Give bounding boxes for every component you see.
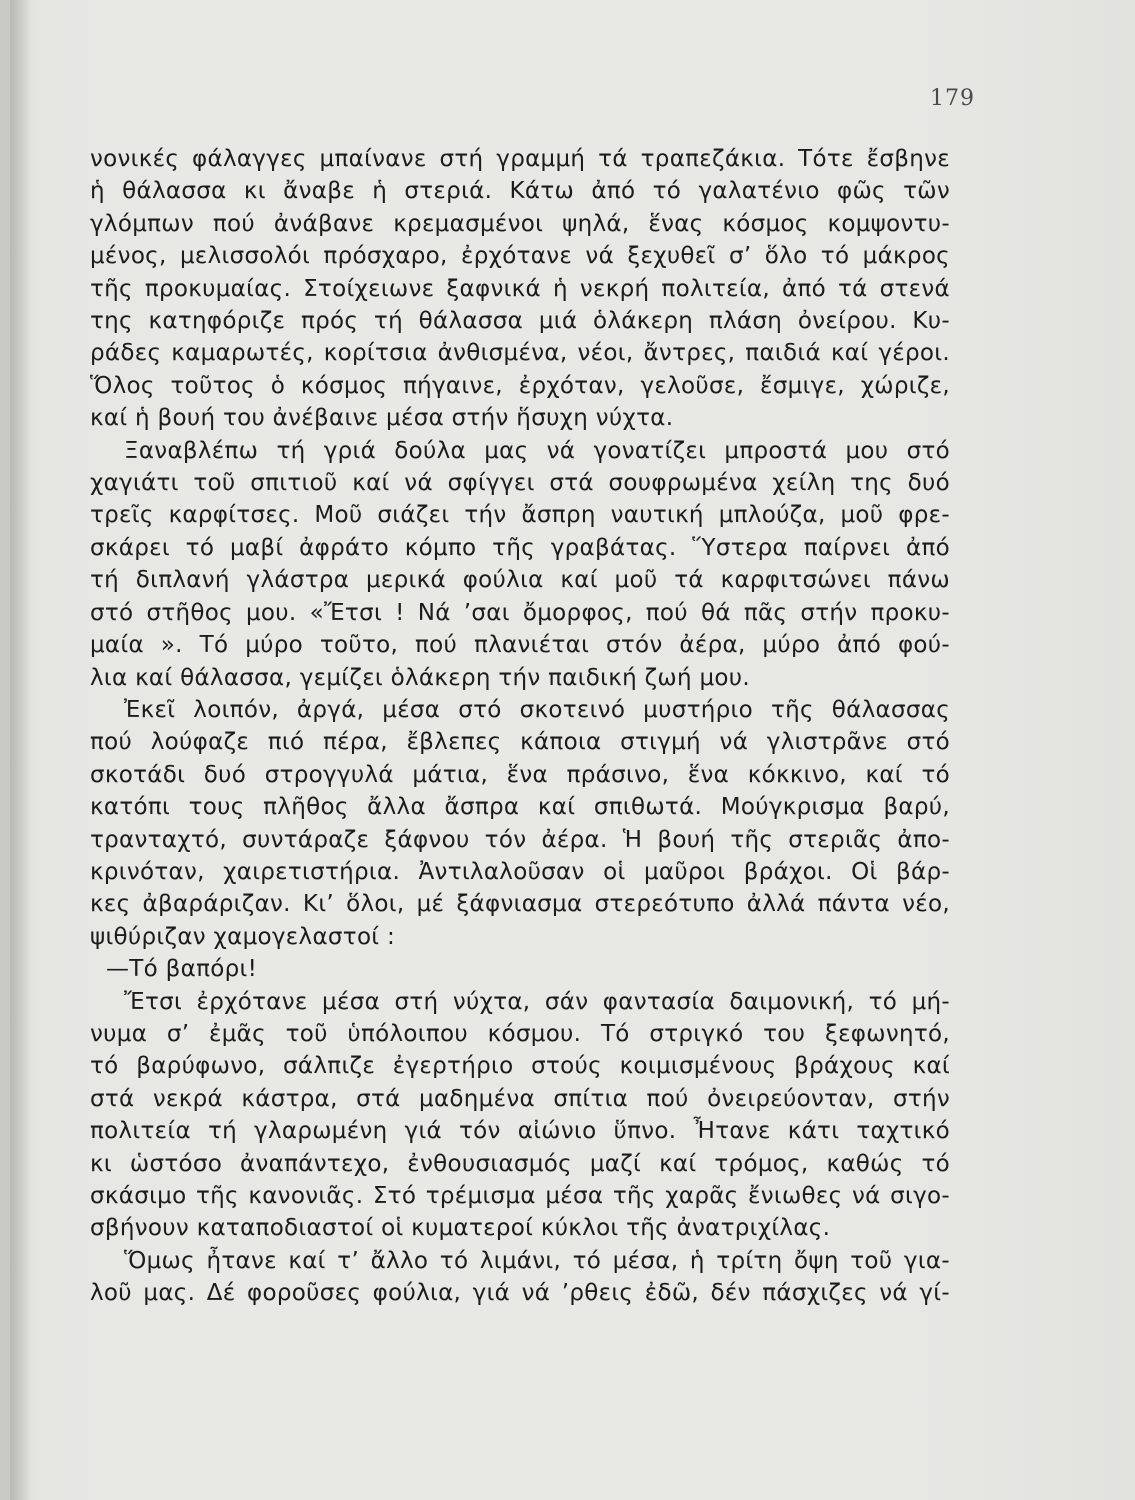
text-line: σκάρει τό μαβί ἀφράτο κόμπο τῆς γραβάτας. Ὕστερα παίρνει ἀπό	[90, 534, 950, 561]
text-line: Ξαναβλέπω τή γριά δούλα μας νά γονατίζει μπροστά μου στό	[124, 437, 950, 464]
text-line: ψιθύριζαν χαμογελαστοί :	[90, 923, 396, 950]
text-line: καί ἡ βουή του ἀνέβαινε μέσα στήν ἥσυχη νύχτα.	[90, 405, 674, 432]
text-line: σκάσιμο τῆς κανονιᾶς. Στό τρέμισμα μέσα τῆς χαρᾶς ἔνιωθες νά σιγο-	[90, 1183, 950, 1209]
text-line: σκοτάδι δυό στρογγυλά μάτια, ἕνα πράσινο, ἕνα κόκκινο, καί τό	[90, 761, 950, 788]
text-line: τῆς προκυμαίας. Στοίχειωνε ξαφνικά ἡ νεκρή πολιτεία, ἀπό τά στενά	[90, 275, 950, 302]
text-line: μένος, μελισσολόι πρόσχαρο, ἐρχότανε νά ξεχυθεῖ σ’ ὅλο τό μάκρος	[90, 243, 950, 270]
text-line: στά νεκρά κάστρα, στά μαδημένα σπίτια πού ὀνειρεύονταν, στήν	[90, 1085, 950, 1112]
text-line: λια καί θάλασσα, γεμίζει ὁλάκερη τήν παιδική ζωή μου.	[90, 664, 750, 691]
text-line: κες ἀβαράριζαν. Κι’ ὅλοι, μέ ξάφνιασμα στερεότυπο ἀλλά πάντα νέο,	[90, 891, 950, 918]
dialog-line: —Τό βαπόρι!	[106, 956, 258, 983]
text-line: Ἔτσι ἐρχότανε μέσα στή νύχτα, σάν φαντασία δαιμονική, τό μή-	[124, 988, 950, 1015]
text-line: Ὅμως ἦτανε καί τ’ ἄλλο τό λιμάνι, τό μέσα, ἡ τρίτη ὄψη τοῦ για-	[124, 1247, 950, 1274]
text-line: ράδες καμαρωτές, κορίτσια ἀνθισμένα, νέοι, ἄντρες, παιδιά καί γέροι.	[90, 340, 950, 367]
text-line: νονικές φάλαγγες μπαίνανε στή γραμμή τά τραπεζάκια. Τότε ἔσβηνε	[90, 146, 950, 172]
text-line: κι ὡστόσο ἀναπάντεχο, ἐνθουσιασμός μαζί καί τρόμος, καθώς τό	[90, 1150, 950, 1177]
text-line: πολιτεία τή γλαρωμένη γιά τόν αἰώνιο ὕπνο. Ἦτανε κάτι ταχτικό	[90, 1118, 950, 1145]
text-line: τή διπλανή γλάστρα μερικά φούλια καί μοῦ τά καρφιτσώνει πάνω	[90, 567, 950, 594]
text-line: κρινόταν, χαιρετιστήρια. Ἀντιλαλοῦσαν οἱ μαῦροι βράχοι. Οἱ βάρ-	[90, 858, 950, 885]
text-line: στό στῆθος μου. «Ἔτσι ! Νά ’σαι ὄμορφος, πού θά πᾶς στήν προκυ-	[90, 599, 950, 626]
text-line: γλόμπων πού ἀνάβανε κρεμασμένοι ψηλά, ἕνας κόσμος κομψοντυ-	[90, 210, 950, 237]
page-number: 179	[930, 86, 975, 111]
text-line: τρανταχτό, συντάραζε ξάφνου τόν ἀέρα. Ἡ βουή τῆς στεριᾶς ἀπο-	[90, 826, 950, 853]
text-line: της κατηφόριζε πρός τή θάλασσα μιά ὁλάκερη πλάση ὀνείρου. Κυ-	[90, 308, 950, 335]
text-line: λοῦ μας. Δέ φοροῦσες φούλια, γιά νά ’ρθεις ἐδῶ, δέν πάσχιζες νά γί-	[90, 1280, 950, 1307]
text-line: σβήνουν καταποδιαστοί οἱ κυματεροί κύκλοι τῆς ἀνατριχίλας.	[90, 1215, 831, 1242]
book-page	[10, 0, 1135, 1500]
text-line: τρεῖς καρφίτσες. Μοῦ σιάζει τήν ἄσπρη ναυτική μπλούζα, μοῦ φρε-	[90, 502, 950, 529]
spine-shadow	[10, 0, 32, 1500]
text-line: μαία ». Τό μύρο τοῦτο, πού πλανιέται στόν ἀέρα, μύρο ἀπό φού-	[90, 632, 950, 659]
text-line: ἡ θάλασσα κι ἄναβε ἡ στεριά. Κάτω ἀπό τό γαλατένιο φῶς τῶν	[90, 178, 950, 205]
text-line: Ὅλος τοῦτος ὁ κόσμος πήγαινε, ἐρχόταν, γελοῦσε, ἔσμιγε, χώριζε,	[90, 372, 950, 399]
text-line: Ἐκεῖ λοιπόν, ἀργά, μέσα στό σκοτεινό μυστήριο τῆς θάλασσας	[124, 696, 950, 723]
text-line: νυμα σ’ ἐμᾶς τοῦ ὑπόλοιπου κόσμου. Τό στριγκό του ξεφωνητό,	[90, 1020, 950, 1047]
text-line: τό βαρύφωνο, σάλπιζε ἐγερτήριο στούς κοιμισμένους βράχους καί	[90, 1053, 950, 1080]
text-line: πού λούφαζε πιό πέρα, ἔβλεπες κάποια στιγμή νά γλιστρᾶνε στό	[90, 729, 950, 756]
text-line: χαγιάτι τοῦ σπιτιοῦ καί νά σφίγγει στά σουφρωμένα χείλη της δυό	[90, 470, 950, 497]
text-line: κατόπι τους πλῆθος ἄλλα ἄσπρα καί σπιθωτά. Μούγκρισμα βαρύ,	[90, 794, 950, 821]
body-text	[90, 143, 950, 1310]
